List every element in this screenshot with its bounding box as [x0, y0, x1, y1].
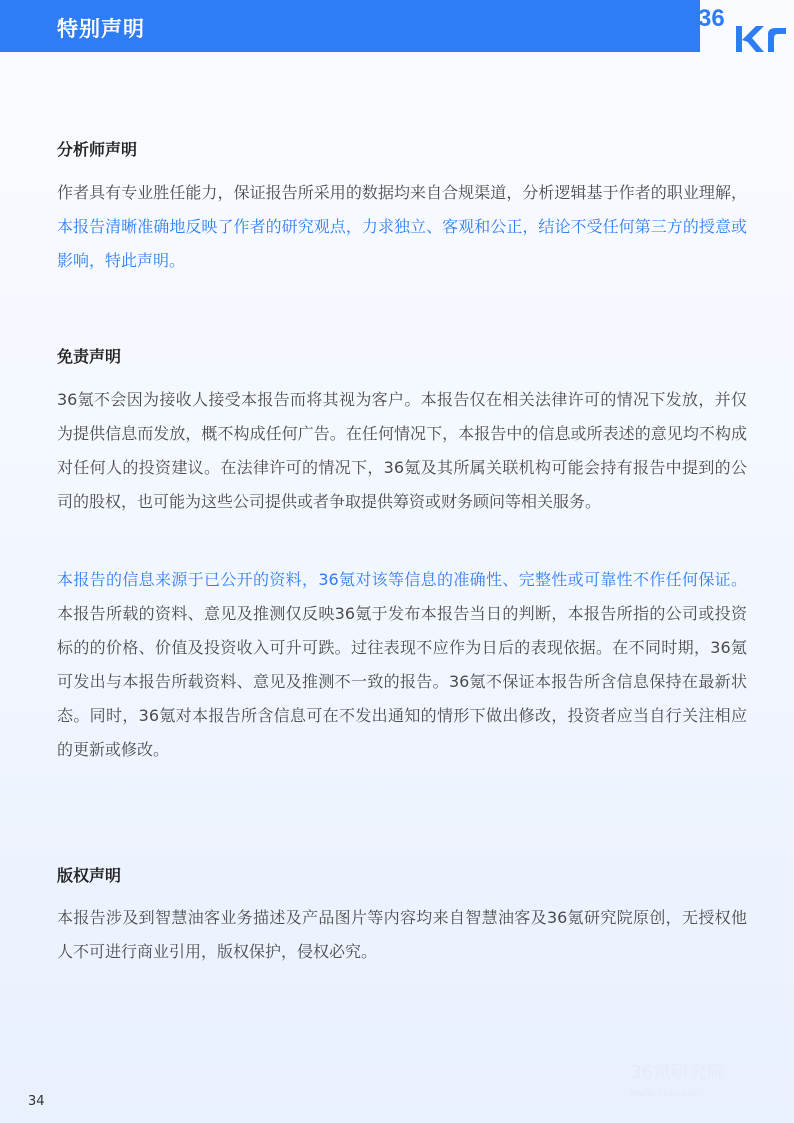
- copyright-heading: 版权声明: [57, 866, 122, 885]
- analyst-text: 作者具有专业胜任能力，保证报告所采用的数据均来自合规渠道，分析逻辑基于作者的职业理解，: [57, 183, 747, 202]
- logo-r: [768, 28, 786, 52]
- page-number: 34: [28, 1094, 45, 1109]
- watermark-line-2: www.36kr.com: [630, 1088, 704, 1099]
- disclaimer-highlight-text: 本报告的信息来源于已公开的资料，36氪对该等信息的准确性、完整性或可靠性不作任何保证。: [57, 570, 747, 589]
- disclaimer-paragraph-2: [57, 563, 747, 767]
- analyst-paragraph: [57, 176, 747, 278]
- copyright-paragraph: 本报告涉及到智慧油客业务描述及产品图片等内容均来自智慧油客及36氪研究院原创，无授权他人不可进行商业引用，版权保护，侵权必究。: [57, 908, 747, 961]
- disclaimer-heading: 免责声明: [57, 347, 122, 366]
- disclaimer-paragraph-1: 36氪不会因为接收人接受本报告而将其视为客户。本报告仅在相关法律许可的情况下发放，并仅为提供信息而发放，概不构成任何广告。在任何情况下，本报告中的信息或所表述的意见均不构成对任何人的投资建议。在法律许可的情况下，36氪及其所属关联机构可能会持有报告中提到的公司的股权，也可能为这些公司提供或者争取提供筹资或财务顾问等相关服务。: [57, 390, 747, 511]
- logo-text-36: 36: [698, 5, 725, 32]
- analyst-highlight-text: 本报告清晰准确地反映了作者的研究观点，力求独立、客观和公正，结论不受任何第三方的授意或影响，特此声明。: [57, 217, 747, 270]
- watermark-logo: [626, 1058, 776, 1102]
- disclaimer-text: 本报告所载的资料、意见及推测仅反映36氪于发布本报告当日的判断，本报告所指的公司或投资标的的价格、价值及投资收入可升可跌。过往表现不应作为日后的表现依据。在不同时期，36氪可发出与本报告所载资料、意见及推测不一致的报告。36氪不保证本报告所含信息保持在最新状态。同时，36氪对本报告所含信息可在不发出通知的情形下做出修改，投资者应当自行关注相应的更新或修改。: [57, 604, 747, 759]
- page-title: 特别声明: [57, 17, 145, 41]
- header-bar: [0, 0, 700, 52]
- watermark-line-1: 36氪研究院: [630, 1062, 725, 1083]
- logo-k-stem: [736, 26, 742, 52]
- 36kr-logo: [694, 0, 794, 52]
- logo-k-leg: [746, 38, 764, 52]
- analyst-heading: 分析师声明: [57, 140, 138, 159]
